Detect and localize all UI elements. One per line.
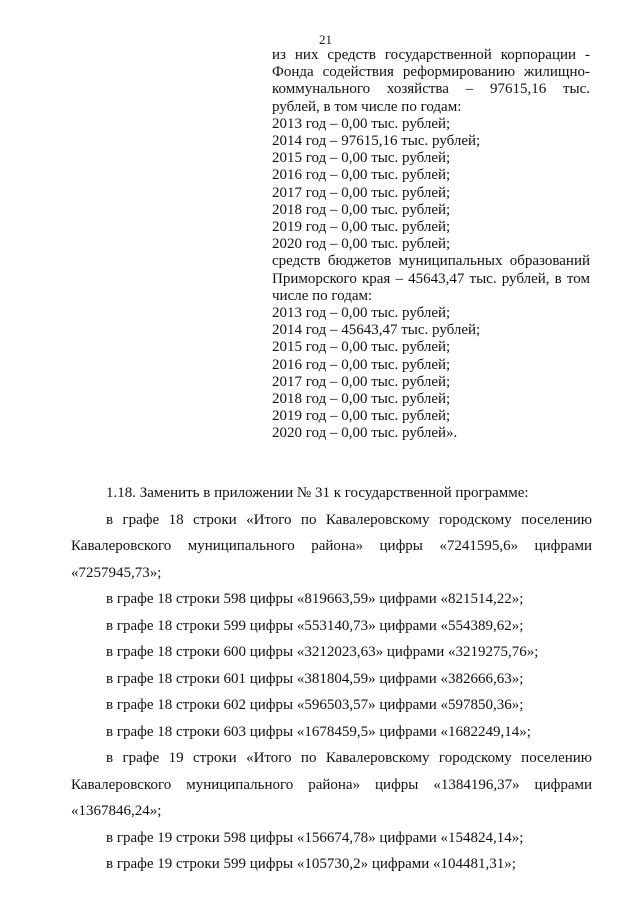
paragraph-line: Кавалеровского муниципального района» цифры «7241595,6» цифрами bbox=[71, 538, 592, 554]
amendments-block bbox=[71, 480, 592, 878]
text-line: из них средств государственной корпорации - bbox=[272, 47, 590, 63]
text-line: 2016 год – 0,00 тыс. рублей; bbox=[272, 167, 451, 184]
text-line: 2018 год – 0,00 тыс. рублей; bbox=[272, 391, 451, 408]
amendment-item: в графе 18 строки 599 цифры «553140,73» цифрами «554389,62»; bbox=[106, 617, 524, 634]
text-line: 2020 год – 0,00 тыс. рублей; bbox=[272, 236, 451, 253]
text-line: 2015 год – 0,00 тыс. рублей; bbox=[272, 150, 451, 167]
text-line: средств бюджетов муниципальных образований bbox=[272, 253, 590, 270]
text-line: Фонда содействия реформированию жилищно- bbox=[272, 64, 590, 81]
text-line: 2016 год – 0,00 тыс. рублей; bbox=[272, 356, 451, 373]
amendment-item: в графе 18 строки 603 цифры «1678459,5» цифрами «1682249,14»; bbox=[106, 723, 531, 740]
text-line: 2019 год – 0,00 тыс. рублей; bbox=[272, 219, 451, 236]
section-heading: 1.18. Заменить в приложении № 31 к государственной программе: bbox=[106, 485, 529, 501]
funding-breakdown-block bbox=[272, 47, 590, 443]
text-line: 2017 год – 0,00 тыс. рублей; bbox=[272, 373, 451, 390]
text-line: 2013 год – 0,00 тыс. рублей; bbox=[272, 115, 451, 132]
paragraph-line: в графе 19 строки «Итого по Кавалеровскому городскому поселению bbox=[106, 750, 592, 766]
text-line: 2019 год – 0,00 тыс. рублей; bbox=[272, 408, 451, 425]
amendment-item: в графе 19 строки 598 цифры «156674,78» цифрами «154824,14»; bbox=[106, 829, 524, 846]
text-line: Приморского края – 45643,47 тыс. рублей, в том bbox=[272, 270, 590, 287]
text-line: 2020 год – 0,00 тыс. рублей». bbox=[272, 425, 458, 442]
paragraph-line: в графе 18 строки «Итого по Кавалеровскому городскому поселению bbox=[106, 511, 592, 528]
text-line: 2014 год – 45643,47 тыс. рублей; bbox=[272, 322, 481, 339]
text-line: коммунального хозяйства – 97615,16 тыс. bbox=[272, 81, 590, 98]
paragraph-line: «1367846,24»; bbox=[71, 803, 162, 819]
amendment-item: в графе 18 строки 602 цифры «596503,57» цифрами «597850,36»; bbox=[106, 697, 524, 713]
amendment-item: в графе 18 строки 600 цифры «3212023,63» цифрами «3219275,76»; bbox=[106, 644, 539, 660]
text-line: числе по годам: bbox=[272, 287, 373, 304]
text-line: 2014 год – 97615,16 тыс. рублей; bbox=[272, 133, 481, 150]
text-line: 2017 год – 0,00 тыс. рублей; bbox=[272, 184, 451, 201]
paragraph-line: Кавалеровского муниципального района» цифры «1384196,37» цифрами bbox=[71, 776, 592, 793]
paragraph-line: «7257945,73»; bbox=[71, 564, 162, 581]
text-line: 2015 год – 0,00 тыс. рублей; bbox=[272, 339, 451, 356]
page-number: 21 bbox=[319, 32, 332, 47]
text-line: рублей, в том числе по годам: bbox=[272, 98, 462, 115]
text-line: 2018 год – 0,00 тыс. рублей; bbox=[272, 201, 451, 218]
text-line: 2013 год – 0,00 тыс. рублей; bbox=[272, 305, 451, 322]
amendment-item: в графе 19 строки 599 цифры «105730,2» цифрами «104481,31»; bbox=[106, 856, 516, 872]
amendment-item: в графе 18 строки 601 цифры «381804,59» цифрами «382666,63»; bbox=[106, 670, 524, 687]
amendment-item: в графе 18 строки 598 цифры «819663,59» цифрами «821514,22»; bbox=[106, 591, 524, 607]
